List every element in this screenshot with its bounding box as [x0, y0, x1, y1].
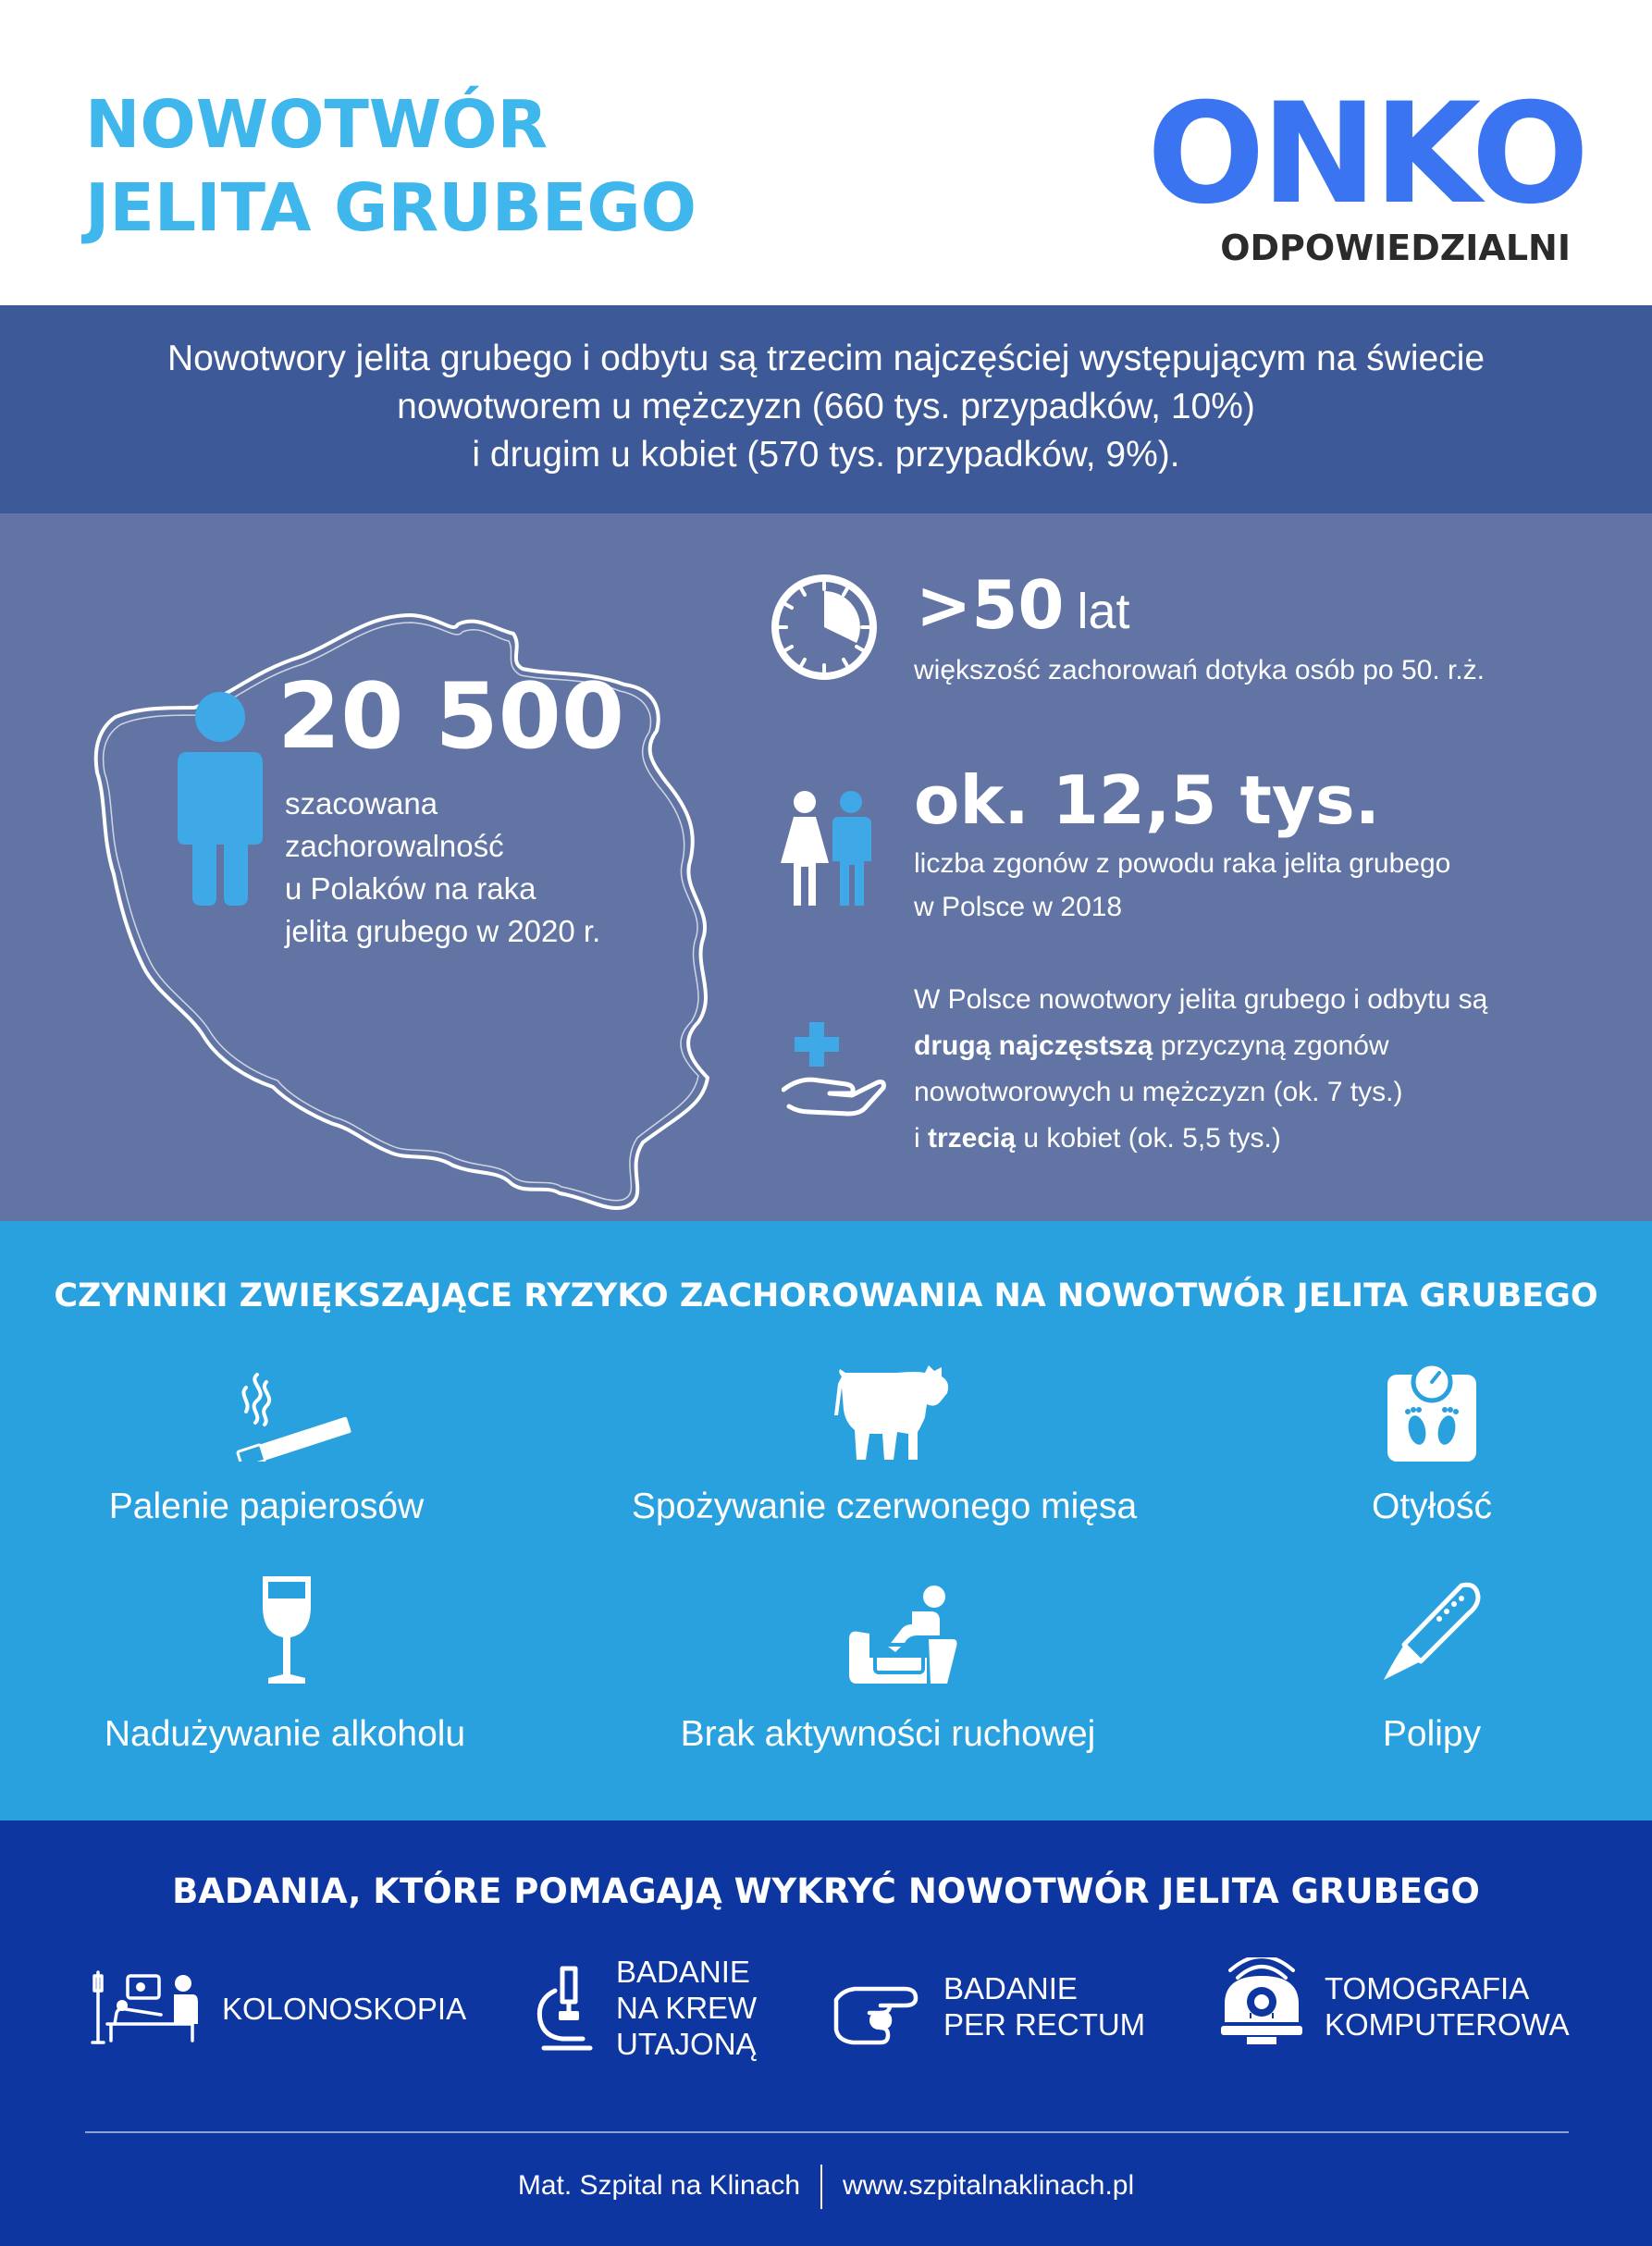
footer-url-link[interactable]: www.szpitalnaklinach.pl: [843, 2170, 1135, 2201]
caption-line: jelita grubego w 2020 r.: [285, 914, 601, 948]
caption-line: w Polsce w 2018: [914, 892, 1123, 922]
test-label-line: BADANIE: [616, 1955, 750, 1989]
intro-line-3: i drugim u kobiet (570 tys. przypadków, 9%).: [472, 435, 1180, 475]
pointing-hand-icon: [832, 1978, 921, 2046]
test-label-line: NA KREW: [616, 1991, 758, 2025]
age-caption: większość zachorowań dotyka osób po 50. r.ż.: [914, 655, 1485, 685]
wine-glass-icon: [259, 1574, 314, 1685]
couple-icon: [775, 789, 879, 909]
test-label-line: PER RECTUM: [943, 2007, 1146, 2042]
cause-line-1: W Polsce nowotwory jelita grubego i odbytu są: [914, 984, 1488, 1015]
clock-icon: [768, 571, 881, 684]
cause-line-2: [914, 1023, 1580, 1069]
cow-icon: [832, 1360, 953, 1463]
scalpel-icon: [1380, 1580, 1484, 1684]
test-label-line: KOMPUTEROWA: [1325, 2007, 1570, 2042]
test-label-line: KOLONOSKOPIA: [222, 1992, 467, 2026]
cause-bold: drugą najczęstszą: [914, 1030, 1153, 1061]
footer-separator: [820, 2165, 822, 2209]
tests-heading: BADANIA, KTÓRE POMAGAJĄ WYKRYĆ NOWOTWÓR JELITA GRUBEGO: [172, 1871, 1480, 1911]
armchair-icon: [844, 1584, 960, 1687]
intro-band: [0, 305, 1652, 513]
risk-factors-heading: CZYNNIKI ZWIĘKSZAJĄCE RYZYKO ZACHOROWANIA NA NOWOTWÓR JELITA GRUBEGO: [54, 1277, 1598, 1314]
factor-label-obesity: Otyłość: [1371, 1487, 1493, 1526]
cause-line-3: nowotworowych u mężczyzn (ok. 7 tys.): [914, 1077, 1403, 1107]
main-statistic-caption: [285, 783, 692, 953]
factor-label-smoking: Palenie papierosów: [108, 1487, 425, 1526]
caption-line: zachorowalność: [285, 829, 504, 863]
person-icon: [174, 689, 266, 907]
brand-logo: [1147, 74, 1586, 270]
factor-label-inactivity: Brak aktywności ruchowej: [680, 1714, 1096, 1754]
test-label-colonoscopy: [222, 1991, 466, 2027]
footer: [0, 2163, 1652, 2209]
footer-divider: [85, 2131, 1569, 2133]
deaths-statistic: ok. 12,5 tys.: [914, 761, 1381, 839]
main-statistic-number: 20 500: [277, 664, 625, 770]
footer-source: Mat. Szpital na Klinach: [517, 2170, 800, 2201]
test-label-line: UTAJONĄ: [616, 2027, 757, 2061]
cause-line-4: [914, 1116, 1580, 1162]
colonoscopy-icon: [89, 1968, 209, 2048]
test-label-per-rectum: [943, 1970, 1145, 2042]
cause-of-death-text: [914, 977, 1580, 1162]
cause-start: i: [914, 1123, 928, 1154]
intro-line-2: nowotworem u mężczyzn (660 tys. przypadków, 10%): [397, 387, 1255, 426]
page-title: [85, 83, 825, 250]
age-statistic: [916, 564, 1130, 652]
factor-label-red-meat: Spożywanie czerwonego mięsa: [631, 1487, 1138, 1526]
caption-line: liczba zgonów z powodu raka jelita grubego: [914, 848, 1451, 879]
hand-cross-icon: [782, 1018, 888, 1119]
cigarette-icon: [229, 1369, 359, 1462]
intro-text: [83, 335, 1569, 479]
test-label-line: TOMOGRAFIA: [1325, 1971, 1530, 2005]
test-label-line: BADANIE: [943, 1971, 1078, 2005]
caption-line: szacowana: [285, 786, 438, 821]
cause-rest: przyczyną zgonów: [1153, 1030, 1389, 1061]
caption-line: u Polaków na raka: [285, 871, 536, 906]
deaths-caption: [914, 842, 1580, 929]
cause-bold: trzecią: [928, 1123, 1017, 1154]
test-label-ct: [1325, 1970, 1570, 2042]
title-line-1: NOWOTWÓR: [85, 86, 549, 163]
scale-icon: [1384, 1362, 1480, 1465]
microscope-icon: [535, 1963, 598, 2054]
cause-rest: u kobiet (ok. 5,5 tys.): [1016, 1123, 1281, 1154]
intro-line-1: Nowotwory jelita grubego i odbytu są trzecim najczęściej występującym na świecie: [166, 339, 1486, 378]
title-line-2: JELITA GRUBEGO: [85, 169, 697, 246]
ct-scanner-icon: [1219, 1957, 1304, 2046]
test-label-occult-blood: [616, 1954, 757, 2062]
age-number: >50: [916, 566, 1065, 644]
factor-label-alcohol: Nadużywanie alkoholu: [104, 1714, 466, 1754]
brand-main: ONKO: [1147, 74, 1586, 235]
age-unit: lat: [1077, 584, 1130, 639]
brand-sub: ODPOWIEDZIALNI: [1220, 228, 1571, 268]
factor-label-polyps: Polipy: [1382, 1714, 1482, 1754]
